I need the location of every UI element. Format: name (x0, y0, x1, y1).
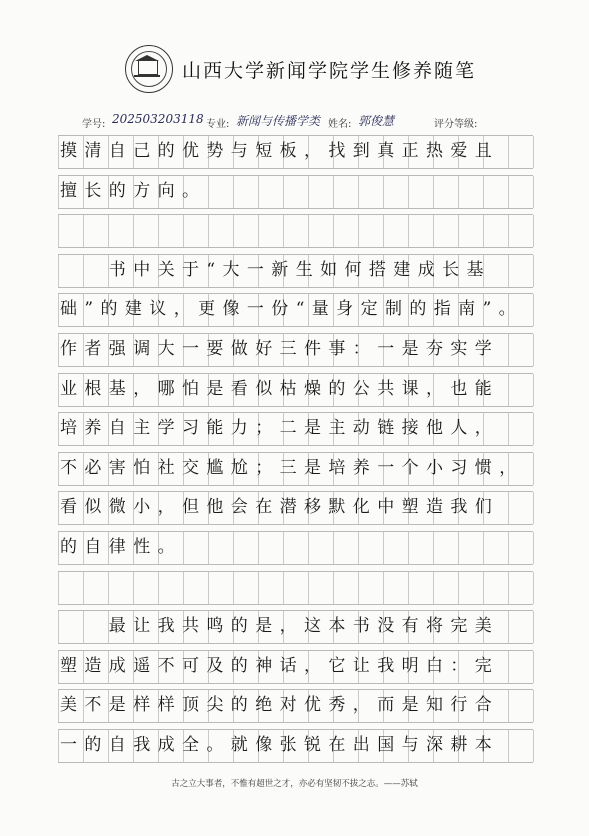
essay-line: 的自律性。 (60, 537, 182, 557)
page-title: 山西大学新闻学院学生修养随笔 (182, 60, 477, 82)
essay-line: 础”的建议，更像一份“量身定制的指南”。 (60, 299, 524, 320)
essay-line: 书中关于“大一新生如何搭建成长基 (60, 259, 491, 280)
essay-line: 塑造成遥不可及的神话，它让我明白：完 (60, 655, 500, 676)
essay-line: 业根基，哪怕是看似枯燥的公共课，也能 (60, 378, 500, 399)
essay-line: 最让我共鸣的是，这本书没有将完美 (60, 616, 500, 637)
student-id-value: 202503203118 (112, 112, 204, 126)
essay-line: 看似微小，但他会在潜移默化中塑造我们 (60, 497, 500, 518)
essay-line: 作者强调大一要做好三件事：一是夯实学 (60, 339, 500, 359)
footer-quote: 古之立大事者，不惟有超世之才，亦必有坚韧不拔之志。——苏轼 (171, 779, 418, 789)
essay-line: 擅长的方向。 (60, 180, 207, 201)
university-seal-icon (125, 45, 173, 93)
essay-line: 一的自我成全。就像张锐在出国与深耕本 (60, 735, 500, 755)
name-value: 郭俊慧 (358, 114, 395, 128)
essay-line (60, 571, 532, 603)
essay-line (60, 214, 532, 246)
major-label: 专业: (206, 119, 230, 130)
student-id-label: 学号: (82, 119, 106, 130)
student-info-row (82, 112, 512, 132)
essay-line: 摸清自己的优势与短板，找到真正热爱且 (60, 141, 500, 161)
essay-line: 美不是样样顶尖的绝对优秀，而是知行合 (60, 695, 500, 716)
name-label: 姓名: (328, 119, 352, 130)
essay-line: 不必害怕社交尴尬；三是培养一个小习惯， (60, 457, 524, 478)
grade-label: 评分等级: (434, 119, 478, 130)
major-value: 新闻与传播学类 (236, 114, 321, 128)
essay-line: 培养自主学习能力；二是主动链接他人， (60, 418, 500, 439)
